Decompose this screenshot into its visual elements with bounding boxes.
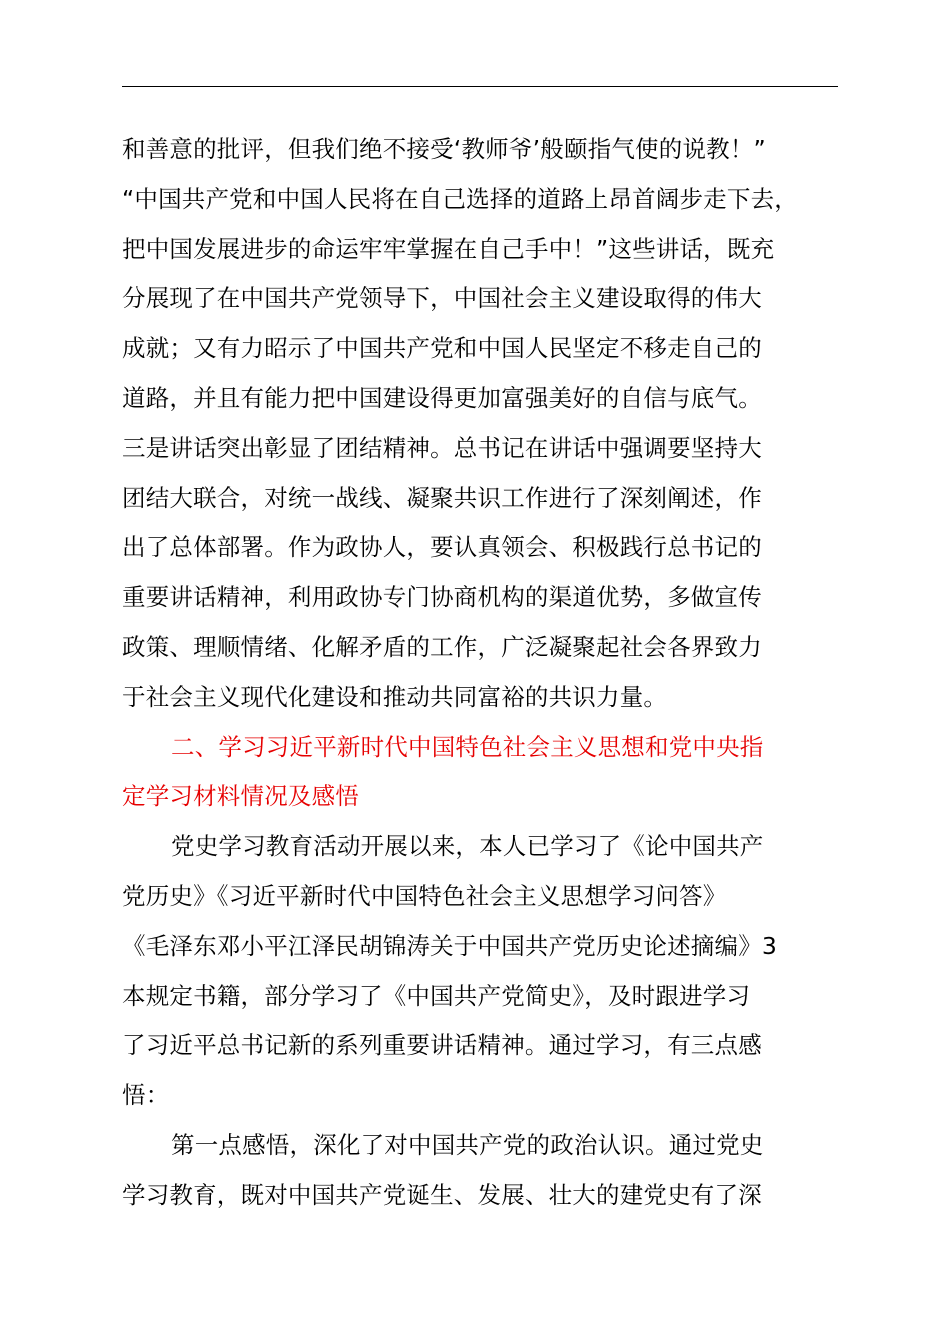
text-line: 悟： — [122, 1081, 170, 1110]
text-line: 出了总体部署。作为政协人，要认真领会、积极践行总书记的 — [122, 533, 762, 562]
header-rule — [122, 86, 838, 87]
text-line: 政策、理顺情绪、化解矛盾的工作，广泛凝聚起社会各界致力 — [122, 632, 762, 661]
section-heading-line: 定学习材料情况及感悟 — [122, 782, 359, 811]
text-line: 团结大联合，对统一战线、凝聚共识工作进行了深刻阐述，作 — [122, 483, 762, 512]
text-line: 于社会主义现代化建设和推动共同富裕的共识力量。 — [122, 682, 668, 711]
text-line: 党历史》《习近平新时代中国特色社会主义思想学习问答》 — [122, 881, 727, 910]
text-line: 三是讲话突出彰显了团结精神。总书记在讲话中强调要坚持大 — [122, 433, 762, 462]
document-body — [122, 125, 838, 1221]
text-line: 了习近平总书记新的系列重要讲话精神。通过学习，有三点感 — [122, 1031, 762, 1060]
text-line: 党史学习教育活动开展以来，本人已学习了《论中国共产 — [171, 832, 764, 861]
section-heading-line: 二、学习习近平新时代中国特色社会主义思想和党中央指 — [171, 732, 764, 761]
text-line: “中国共产党和中国人民将在自己选择的道路上昂首阔步走下去， — [122, 184, 798, 213]
text-line: 成就；又有力昭示了中国共产党和中国人民坚定不移走自己的 — [122, 334, 762, 363]
text-line: 学习教育，既对中国共产党诞生、发展、壮大的建党史有了深 — [122, 1180, 762, 1209]
text-line: 道路，并且有能力把中国建设得更加富强美好的自信与底气。 — [122, 383, 762, 412]
text-line: 第一点感悟，深化了对中国共产党的政治认识。通过党史 — [171, 1130, 764, 1159]
text-line: 本规定书籍，部分学习了《中国共产党简史》，及时跟进学习 — [122, 981, 751, 1010]
text-line: 《毛泽东邓小平江泽民胡锦涛关于中国共产党历史论述摘编》3 — [122, 931, 778, 960]
text-line: 和善意的批评，但我们绝不接受‘教师爷’般颐指气使的说教！” — [122, 135, 766, 163]
text-line: 把中国发展进步的命运牢牢掌握在自己手中！”这些讲话，既充 — [122, 234, 775, 263]
text-line: 分展现了在中国共产党领导下，中国社会主义建设取得的伟大 — [122, 284, 762, 313]
text-line: 重要讲话精神，利用政协专门协商机构的渠道优势，多做宣传 — [122, 583, 762, 612]
